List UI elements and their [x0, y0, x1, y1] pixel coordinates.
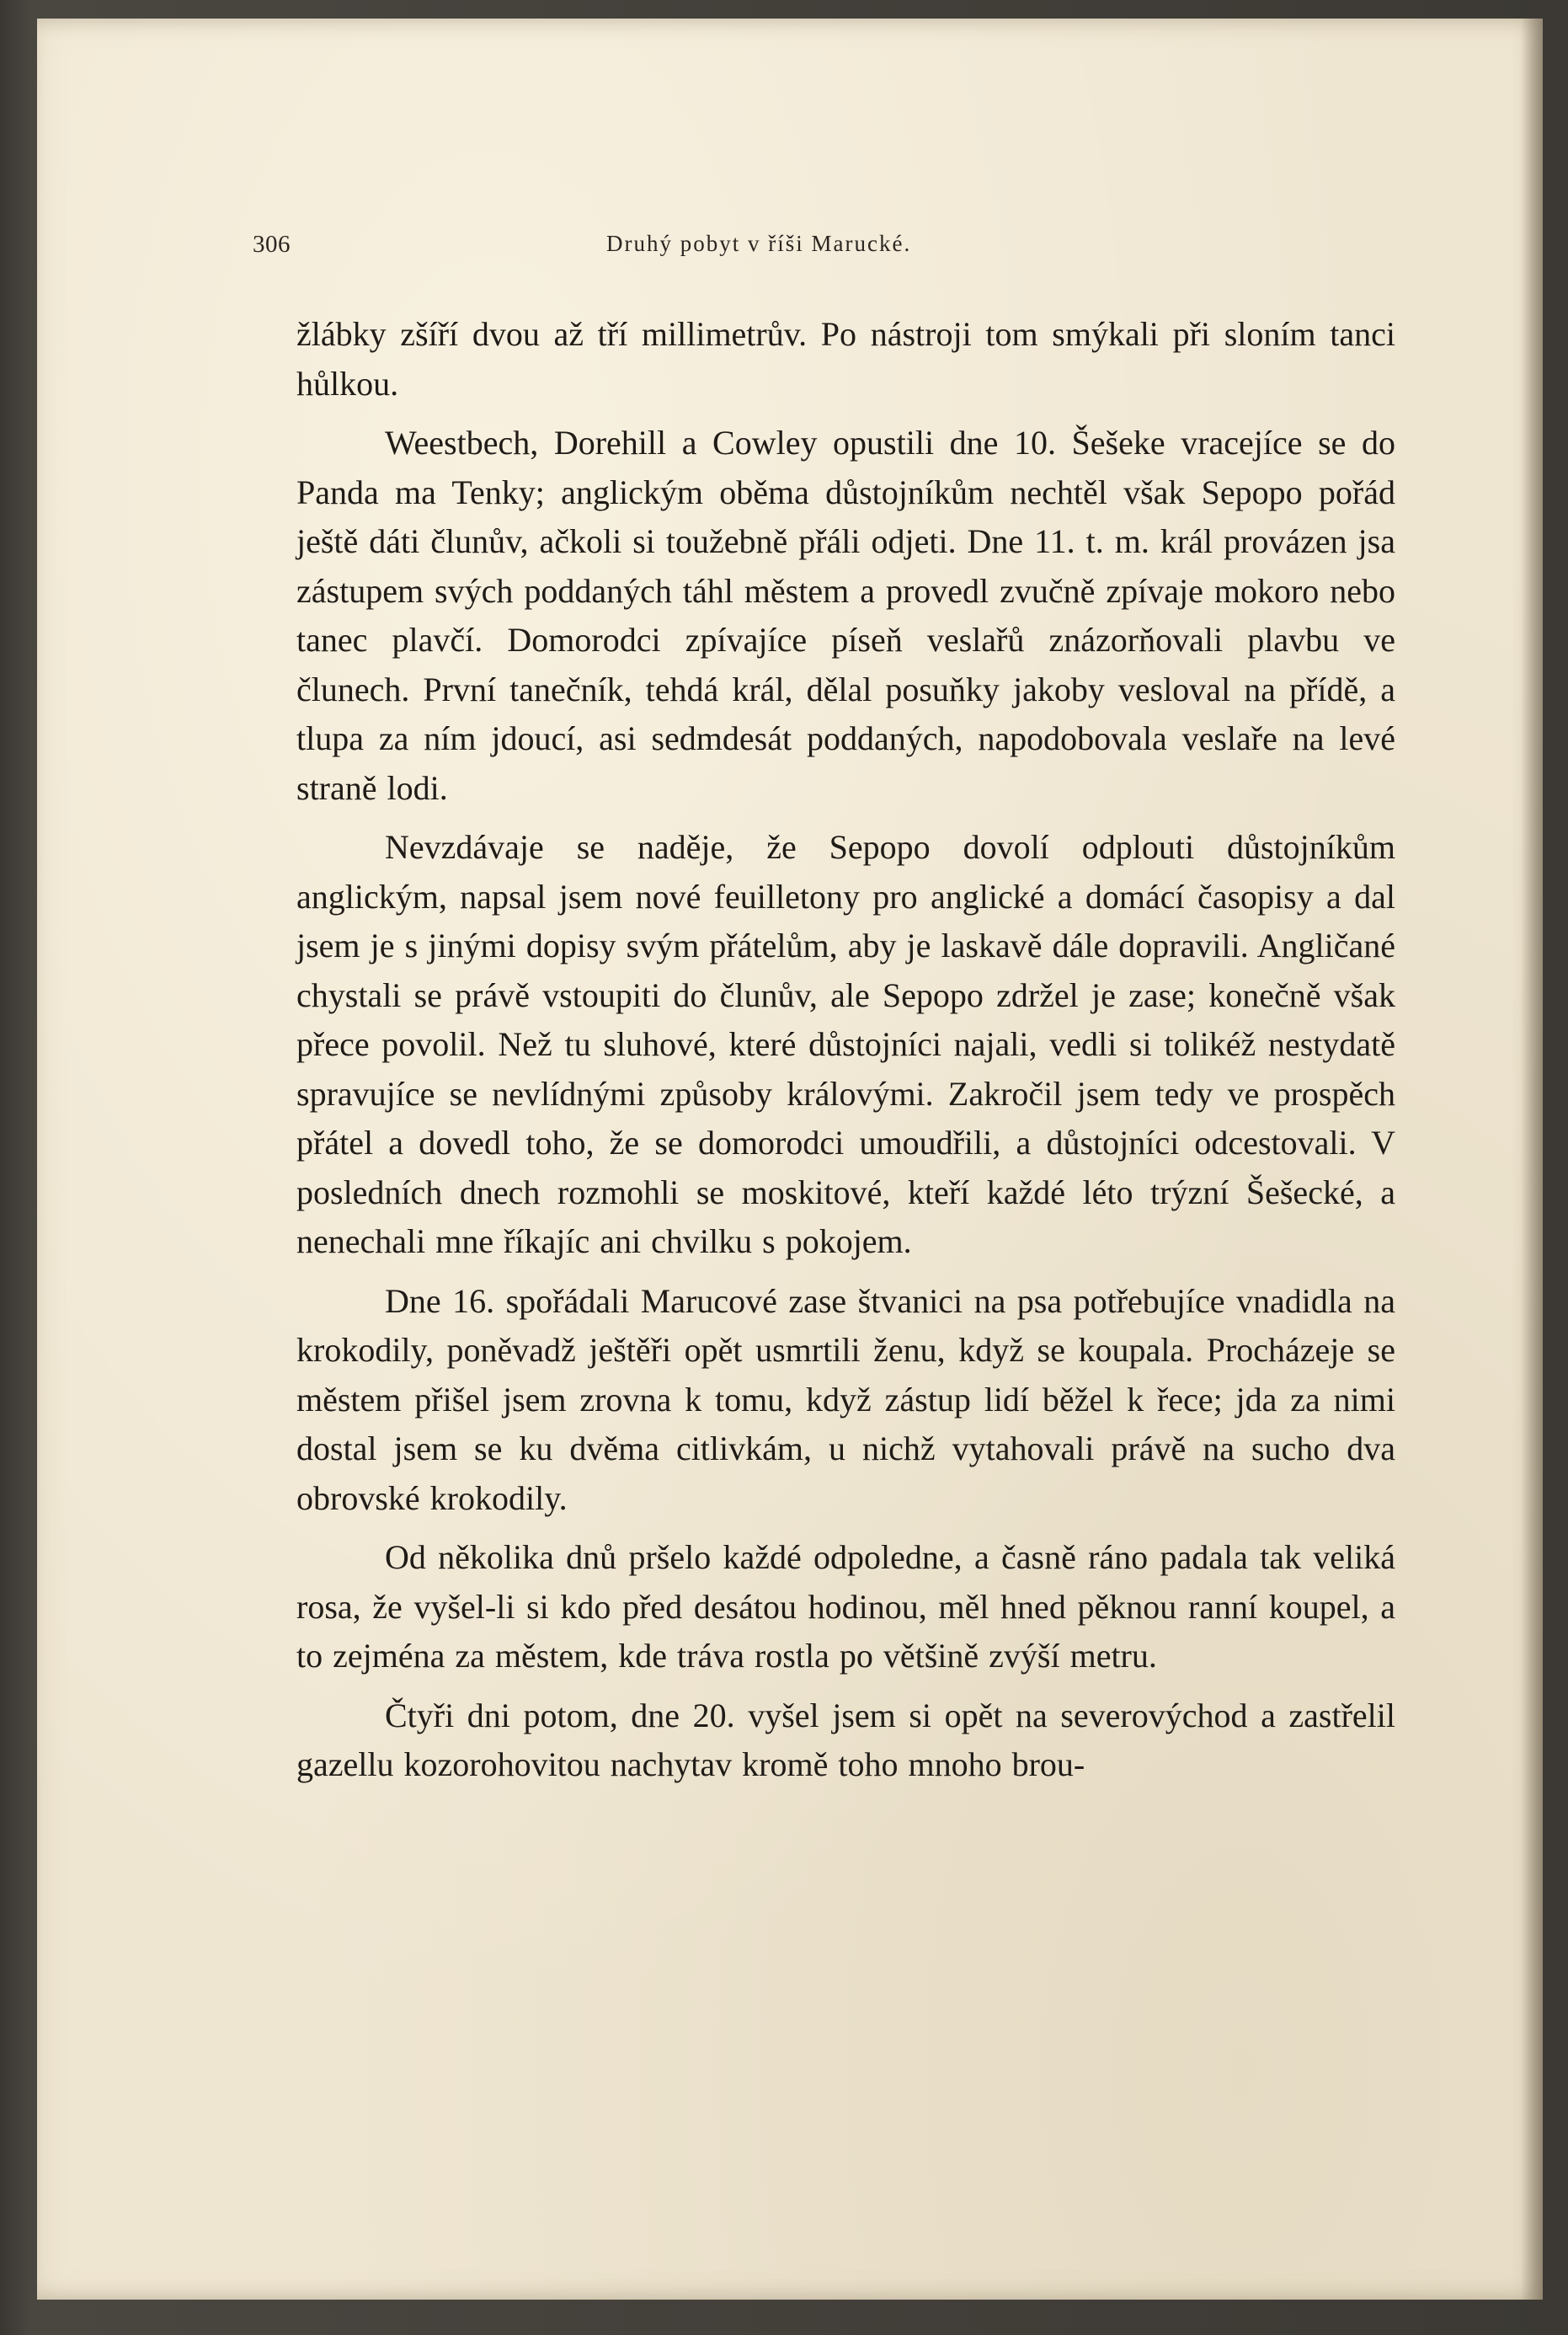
page-number: 306: [253, 231, 291, 258]
page-edge-shadow: [1521, 19, 1543, 2300]
running-head: [253, 219, 1415, 270]
running-title: Druhý pobyt v říši Marucké.: [606, 231, 912, 256]
body-text: [296, 310, 1395, 1790]
paragraph-4: Dne 16. spořádali Marucové zase štvanici na psa potřebujíce vnadidla na krokodily, poněvadž ještěři opět usmrtili ženu, když se koupala. Procházeje se městem přišel jsem zrovna k tomu, když zástup lidí běžel k řece; jda za nimi dostal jsem se ku dvěma citlivkám, u nichž vytahovali právě na sucho dva obrovské krokodily.: [296, 1281, 1395, 1517]
paragraph-5: Od několika dnů pršelo každé odpoledne, a časně ráno padala tak veliká rosa, že vyšel-li si kdo před desátou hodinou, měl hned pěknou ranní koupel, a to zejména za městem, kde tráva rostla po většině zvýší metru.: [296, 1538, 1395, 1675]
paragraph-1: žlábky zšíří dvou až tří millimetrův. Po nástroji tom smýkali při sloním tanci hůlkou.: [296, 315, 1395, 403]
paragraph-2: Weestbech, Dorehill a Cowley opustili dne 10. Šešeke vracejíce se do Panda ma Tenky; anglickým oběma důstojníkům nechtěl však Sepopo pořád ještě dáti člunův, ačkoli si toužebně přáli odjeti. Dne 11. t. m. král provázen jsa zástupem svých poddaných táhl městem a provedl zvučně zpívaje mokoro nebo tanec plavčí. Domorodci zpívajíce píseň veslařů znázorňovali plavbu ve člunech. První tanečník, tehdá král, dělal posuňky jakoby vesloval na přídě, a tlupa za ním jdoucí, asi sedmdesát poddaných, napodobovala veslaře na levé straně lodi.: [296, 424, 1395, 807]
paragraph-3: Nevzdávaje se naděje, že Sepopo dovolí odplouti důstojníkům anglickým, napsal jsem nové feuilletony pro anglické a domácí časopisy a dal jsem je s jinými dopisy svým přátelům, aby je laskavě dále dopravili. Angličané chystali se právě vstoupiti do člunův, ale Sepopo zdržel je zase; konečně však přece povolil. Než tu sluhové, které důstojníci najali, vedli si tolikéž nestydatě spravujíce se nevlídnými způsoby královými. Zakročil jsem tedy ve prospěch přátel a dovedl toho, že se domorodci umoudřili, a důstojníci odcestovali. V posledních dnech rozmohli se moskitové, kteří každé léto trýzní Šešecké, a nenechali mne říkajíc ani chvilku s pokojem.: [296, 828, 1395, 1260]
paragraph-6: Čtyři dni potom, dne 20. vyšel jsem si opět na severovýchod a zastřelil gazellu kozorohovitou nachytav kromě toho mnoho brou-: [296, 1696, 1395, 1783]
